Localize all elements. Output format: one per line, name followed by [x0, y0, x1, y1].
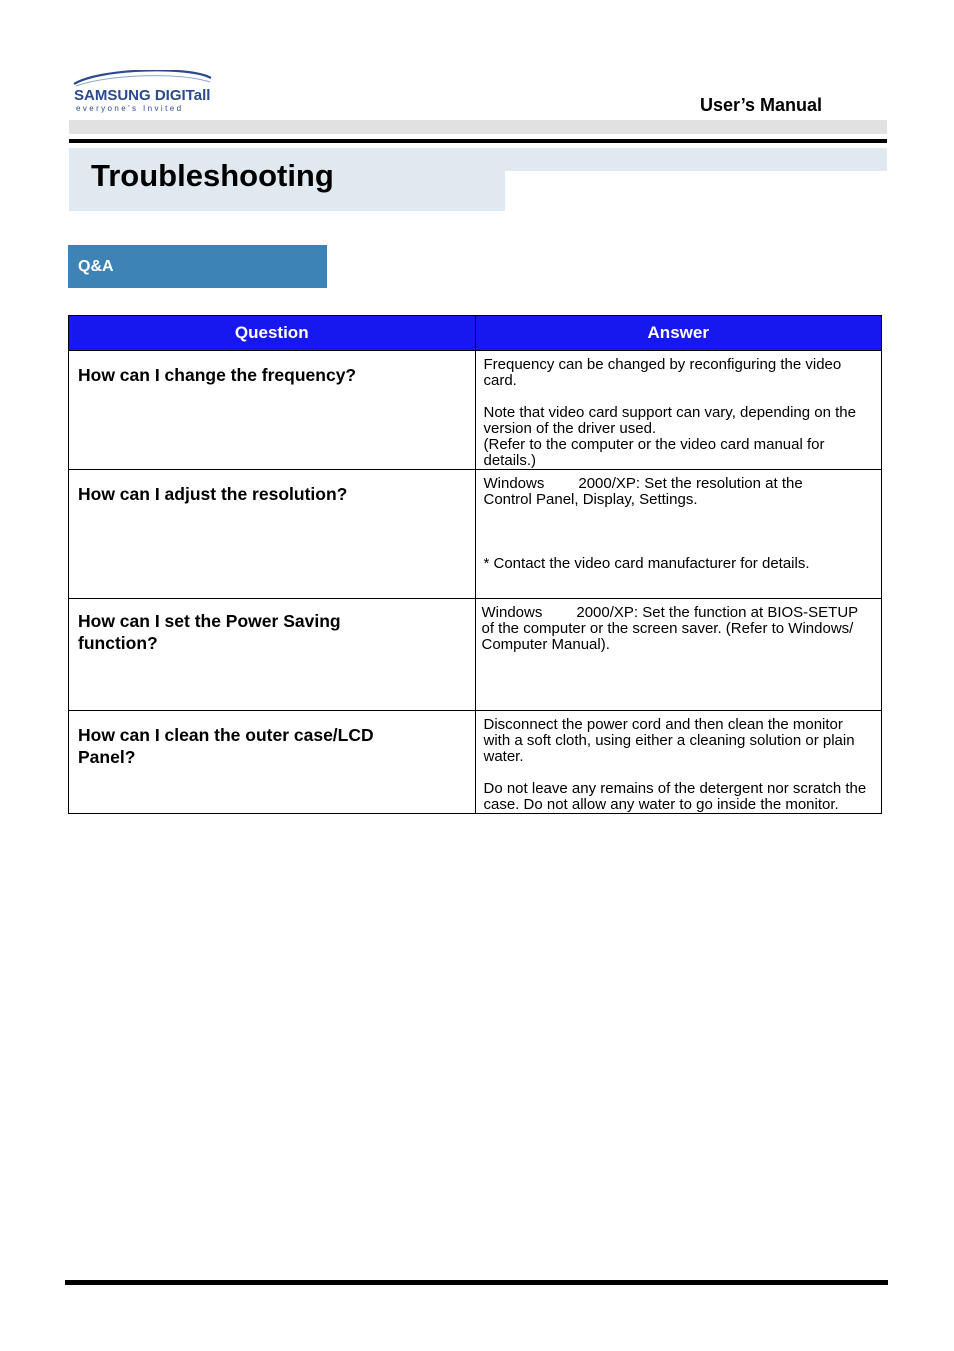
table-row: [69, 599, 882, 711]
os-label: Windows: [481, 604, 543, 621]
table-row: [69, 351, 882, 470]
question-cell: How can I set the Power Saving function?: [69, 599, 476, 711]
table-row: [69, 470, 882, 599]
header-grey-bar: [69, 120, 887, 134]
answer-text: 2000/XP: Set the function at BIOS-SETUP of the computer or the screen saver. (Refer to Windows/ Computer Manual).: [481, 604, 859, 653]
qa-table: [68, 315, 882, 814]
answer-cell: [475, 351, 882, 470]
answer-cell: [475, 711, 882, 814]
column-header-answer: Answer: [475, 316, 882, 351]
table-row: [69, 711, 882, 814]
page-title: Troubleshooting: [91, 158, 334, 193]
answer-text: 2000/XP: Set the resolution at the Control Panel, Display, Settings.: [483, 475, 803, 508]
section-label: Q&A: [78, 258, 114, 275]
answer-text: Do not leave any remains of the detergent nor scratch the case. Do not allow any water to go inside the monitor.: [483, 780, 867, 813]
users-manual-label: User’s Manual: [700, 95, 823, 115]
answer-note: * Contact the video card manufacturer for details.: [483, 555, 810, 572]
footer-rule: [65, 1280, 888, 1285]
os-label: Windows: [483, 475, 545, 492]
header-rule: [69, 139, 887, 143]
title-band-extension: [505, 148, 887, 171]
table-header-row: [69, 316, 882, 351]
question-cell: How can I adjust the resolution?: [69, 470, 476, 599]
svg-text:SAMSUNG DIGITall: SAMSUNG DIGITall: [74, 87, 211, 104]
title-band-notch: [505, 171, 519, 185]
samsung-digitall-logo: [70, 70, 215, 114]
answer-text: Frequency can be changed by reconfiguring the video card.: [483, 356, 842, 389]
answer-text: Disconnect the power cord and then clean the monitor with a soft cloth, using either a cleaning solution or plain water.: [483, 716, 855, 765]
answer-cell: [475, 599, 882, 711]
svg-text:everyone's Invited: everyone's Invited: [76, 104, 184, 113]
answer-text: Note that video card support can vary, depending on the version of the driver used. (Refer to the computer or the video card manual for details.): [483, 404, 856, 469]
column-header-question: Question: [69, 316, 476, 351]
section-badge: [68, 245, 327, 288]
question-cell: How can I change the frequency?: [69, 351, 476, 470]
question-cell: How can I clean the outer case/LCD Panel?: [69, 711, 476, 814]
answer-cell: [475, 470, 882, 599]
